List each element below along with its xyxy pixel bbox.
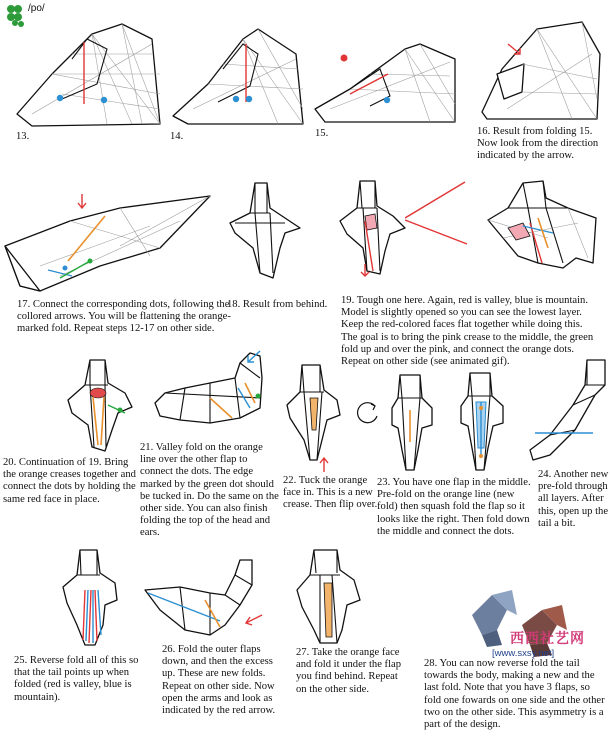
step-20-figure [60,355,140,455]
watermark-url: [www.sxsy.net] [492,648,555,659]
logo-text: /po/ [28,3,45,14]
step-25-caption: 25. Reverse fold all of this so that the tail points up when folded (red is valley, blue is mountain). [14,655,139,703]
step-17-caption: 17. Connect the corresponding dots, following the collored arrows. You will be flattening the orange-marked fold. Repeat steps 12-17 on other side. [17,299,231,335]
step-14-figure [168,14,308,129]
step-19-figure-a [335,176,410,286]
step-23-figure-b [458,368,508,476]
rotate-arrow-icon [353,398,381,426]
step-16-caption: 16. Result from folding 15. Now look from the direction indicated by the arrow. [477,126,599,162]
step-24-caption: 24. Another new pre-fold through all layers. After this, open up the tail a bit. [538,469,609,529]
step-13-figure [12,14,167,129]
step-24-figure [525,355,610,475]
step-18-figure [225,178,305,283]
step-27-figure [292,545,367,645]
step-26-caption: 26. Fold the outer flaps down, and then the excess up. These are new folds. Repeat on other side. Now open the arms and look as indicated by the red arrow. [162,644,276,717]
step-19-figure-b [405,178,470,248]
step-22-figure [282,360,347,475]
step-14-caption: 14. [170,131,184,142]
step-21-figure [150,348,275,443]
step-23-figure-a [390,370,435,475]
step-16-figure [462,14,607,124]
step-18-caption: 18. Result from behind. [227,299,328,310]
step-17-figure [0,186,215,298]
step-19-figure-c [468,178,608,288]
step-15-figure [310,14,460,129]
step-20-caption: 20. Continuation of 19. Bring the orange creases together and connect the dots by holding the same red face in place. [3,457,136,505]
step-15-caption: 15. [315,128,329,139]
step-26-figure [140,555,270,645]
step-28-caption: 28. You can now reverse fold the tail towards the body, making a new and the last fold. Note that you have 3 flaps, so fold one fowards on one side and the other two on the other side. This asymmetry is a part of the design. [424,658,605,731]
step-13-caption: 13. [16,131,30,142]
step-21-caption: 21. Valley fold on the orange line over the other flap to connect the dots. The edge marked by the green dot should be tucked in. Do the same on the other side. You can also finish folding the top of the head and ears. [140,442,279,539]
step-27-caption: 27. Take the orange face and fold it under the flap you find behind. Repeat on the other side. [296,647,402,695]
step-23-caption: 23. You have one flap in the middle. Pre-fold on the orange line (new fold) then squash fold the flap so it looks like the right. Then fold down the middle and connect the dots. [377,477,531,537]
step-19-caption: 19. Tough one here. Again, red is valley, blue is mountain. Model is slightly opened so you can see the lowest layer. Keep the red-colored faces flat together while doing this. The goal is to bring the pink crease to the middle, the green fold up and over the pink, and connect the orange dots. Repeat on other side (see animated gif). [341,295,594,368]
watermark-title: 西西社艺网 [510,632,585,647]
step-22-caption: 22. Tuck the orange face in. This is a new crease. Then flip over. [283,475,378,511]
step-25-figure [55,545,130,650]
